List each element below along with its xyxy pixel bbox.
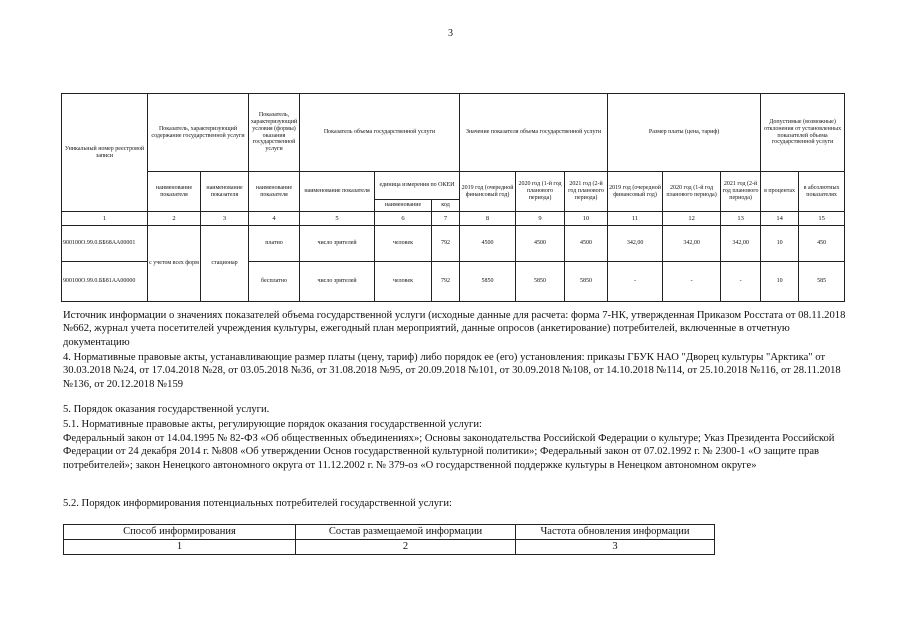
deviation-percent: 10: [761, 226, 799, 262]
column-number: 15: [799, 212, 845, 226]
info-column-number: 1: [64, 540, 296, 555]
header-fee: Размер платы (цена, тариф): [608, 94, 761, 172]
column-number: 5: [300, 212, 375, 226]
service-form: платно: [249, 226, 300, 262]
column-number: 13: [721, 212, 761, 226]
header-fee-2020: 2020 год (1-й год планового периода): [663, 172, 721, 212]
deviation-percent: 10: [761, 262, 799, 302]
informing-table: [63, 524, 715, 555]
regulating-acts-heading: 5.1. Нормативные правовые акты, регулирующие порядок оказания государственной услуги:: [63, 419, 482, 430]
column-number: 4: [249, 212, 300, 226]
fee-2019: 342,00: [608, 226, 663, 262]
header-volume-indicator: Показатель объема государственной услуги: [300, 94, 460, 172]
info-header-frequency: Частота обновления информации: [516, 525, 715, 540]
column-number: 9: [516, 212, 565, 226]
info-column-number: 2: [296, 540, 516, 555]
header-name-indicator: наименование показателя: [201, 172, 249, 212]
info-header-content: Состав размещаемой информации: [296, 525, 516, 540]
column-number: 10: [565, 212, 608, 226]
header-year-2021: 2021 год (2-й год планового периода): [565, 172, 608, 212]
unit-name: человек: [375, 226, 432, 262]
service-order-heading: 5. Порядок оказания государственной услуги.: [63, 404, 270, 415]
header-fee-2019: 2019 год (очередной финансовый год): [608, 172, 663, 212]
value-2021: 5850: [565, 262, 608, 302]
value-2021: 4500: [565, 226, 608, 262]
header-deviations: Допустимые (возможные) отклонения от установленных показателей объема государственной услуги: [761, 94, 845, 172]
header-in-percent: в процентах: [761, 172, 799, 212]
column-number: 6: [375, 212, 432, 226]
page-number: 3: [448, 28, 453, 39]
value-2020: 5850: [516, 262, 565, 302]
column-number: 8: [460, 212, 516, 226]
column-number: 12: [663, 212, 721, 226]
unit-name: человек: [375, 262, 432, 302]
column-number: 1: [62, 212, 148, 226]
content-value: с учетом всех форм: [148, 226, 201, 302]
header-year-2019: 2019 год (очередной финансовый год): [460, 172, 516, 212]
header-fee-2021: 2021 год (2-й год планового периода): [721, 172, 761, 212]
column-number: 2: [148, 212, 201, 226]
indicator-name: число зрителей: [300, 226, 375, 262]
column-number: 7: [432, 212, 460, 226]
table-row: [62, 226, 845, 262]
header-content-indicator: Показатель, характеризующий содержание государственной услуги: [148, 94, 249, 172]
registry-number: 900100О.99.0.ББ81АА00000: [62, 262, 148, 302]
informing-heading: 5.2. Порядок информирования потенциальных потребителей государственной услуги:: [63, 498, 452, 509]
header-name-indicator: наименование показателя: [148, 172, 201, 212]
info-header-method: Способ информирования: [64, 525, 296, 540]
deviation-absolute: 585: [799, 262, 845, 302]
header-unit-name: наименование: [375, 200, 432, 212]
column-number: 14: [761, 212, 799, 226]
unit-code: 792: [432, 226, 460, 262]
value-2019: 4500: [460, 226, 516, 262]
value-2020: 4500: [516, 226, 565, 262]
fee-2019: -: [608, 262, 663, 302]
header-year-2020: 2020 год (1-й год планового периода): [516, 172, 565, 212]
column-number: 11: [608, 212, 663, 226]
fee-acts-paragraph: 4. Нормативные правовые акты, устанавливающие размер платы (цену, тариф) либо порядок ее (его) установления: приказы ГБУК НАО "Дворец культуры "Арктика" от 30.03.2018 №24, от 17.04.2018 №28, от 03.05.2018 №36, от 31.08.2018 №95, от 20.09.2018 №101, от 30.09.2018 №108, от 14.10.2018 №114, от 25.10.2018 №116, от 28.11.2018 №136, от 20.12.2018 №159: [63, 352, 841, 390]
condition-value: стационар: [201, 226, 249, 302]
header-condition-indicator: Показатель, характеризующий условия (формы) оказания государственной услуги: [249, 94, 300, 172]
source-info-paragraph: Источник информации о значениях показателей объема государственной услуги (исходные данные для расчета: форма 7-НК, утвержденная Приказом Росстата от 08.11.2018 №662, журнал учета посетителей учреждения культуры, ежегодный план мероприятий, данные опросов (анкетирование) потребителей, включенные в отчетную документацию: [63, 310, 846, 348]
fee-2020: -: [663, 262, 721, 302]
indicator-name: число зрителей: [300, 262, 375, 302]
registry-number: 900100О.99.0.ББ68АА00001: [62, 226, 148, 262]
header-in-absolute: в абсолютных показателях: [799, 172, 845, 212]
volume-indicators-table: [61, 93, 845, 302]
header-name-indicator: наименование показателя: [249, 172, 300, 212]
header-unit-okei: единица измерения по ОКЕИ: [375, 172, 460, 200]
fee-2021: 342,00: [721, 226, 761, 262]
service-form: бесплатно: [249, 262, 300, 302]
fee-2020: 342,00: [663, 226, 721, 262]
info-column-number: 3: [516, 540, 715, 555]
header-unique-number: Уникальный номер реестровой записи: [62, 94, 148, 212]
value-2019: 5850: [460, 262, 516, 302]
laws-paragraph: Федеральный закон от 14.04.1995 № 82-ФЗ «Об общественных объединениях»; Основы законодательства Российской Федерации о культуре; Указ Президента Российской Федерации от 24 декабря 2014 г. №808 «Об утверждении Основ государственной культурной политики»; Федеральный закон от 07.02.1992 г. № 2300-1 «О защите прав потребителей»; закон Ненецкого автономного округа от 11.12.2002 г. № 379-оз «О государственной поддержке культуры в Ненецком автономном округе»: [63, 433, 835, 471]
column-number: 3: [201, 212, 249, 226]
header-name-indicator: наименование показателя: [300, 172, 375, 212]
unit-code: 792: [432, 262, 460, 302]
header-volume-value: Значение показателя объема государственной услуги: [460, 94, 608, 172]
header-unit-code: код: [432, 200, 460, 212]
fee-2021: -: [721, 262, 761, 302]
deviation-absolute: 450: [799, 226, 845, 262]
